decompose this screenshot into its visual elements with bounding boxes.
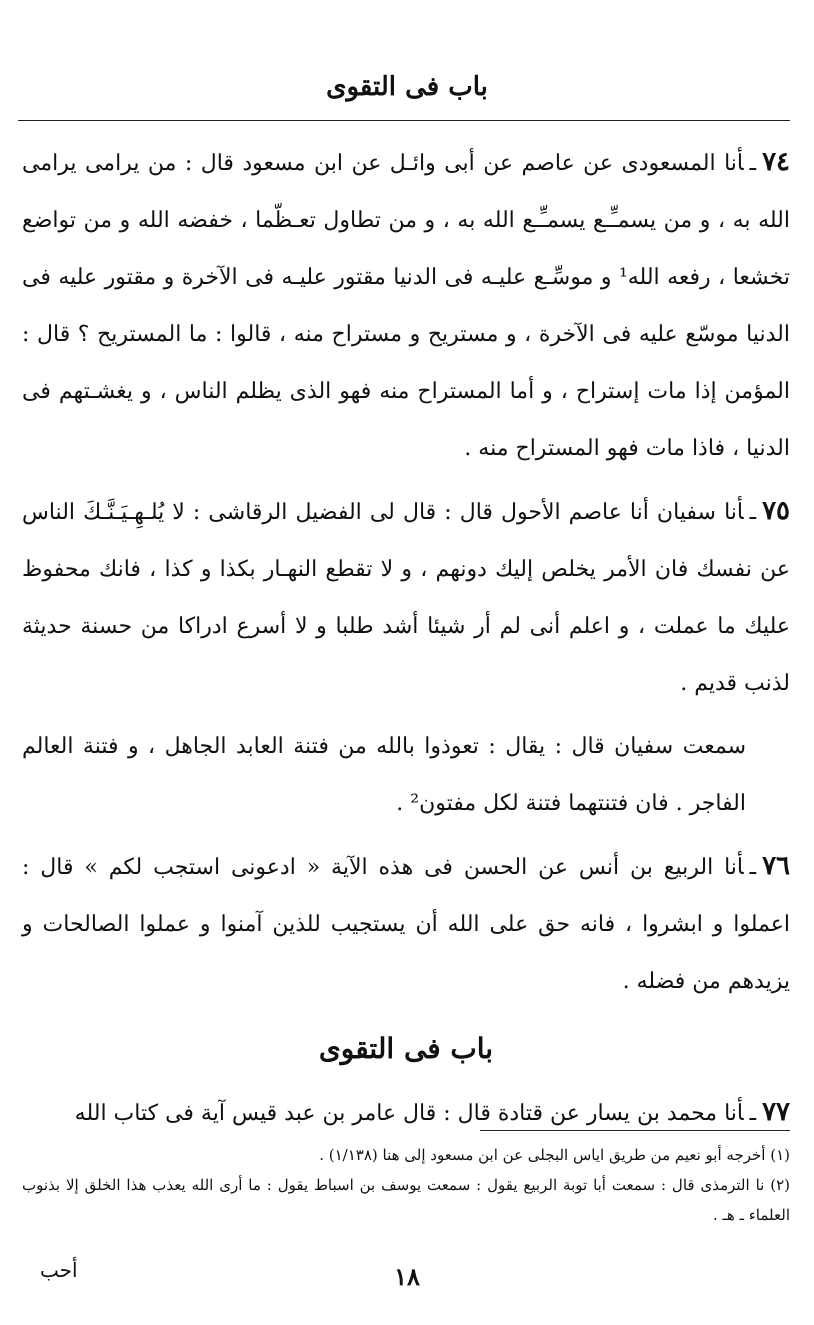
page-number: ١٨: [394, 1262, 420, 1291]
paragraph-75: [22, 483, 790, 712]
footnote-rule: [480, 1130, 790, 1131]
paragraph-74: [22, 134, 790, 477]
header-rule: [18, 120, 790, 121]
hadith-number: ٧٦: [762, 851, 790, 881]
number-dash: ـ: [749, 500, 757, 525]
paragraph-text: أنا سفيان أنا عاصم الأحول قال : قال لى الفضيل الرقاشى : لا يُلـهِـيَـنَّـكَ الناس عن نفسك فان الأمر يخلص إليك دونهم ، و لا تقطع النهـار بكذا و كذا ، فانك محفوظ عليك ما عملت ، و اعلم أنى لم أر شيئا أشد طلبا و لا أسرع ادراكا من حسنة حديثة لذنب قديم .: [22, 500, 790, 696]
paragraph-text: أنا المسعودى عن عاصم عن أبى وائـل عن ابن مسعود قال : من يرامى يرامى الله به ، و من يسمـِّـع يسمـِّـع الله به ، و من تطاول تعـظّما ، خفضه الله و من تواضع تخشعا ، رفعه الله¹ و موسِّـع عليـه فى الدنيا مقتور عليـه فى الآخرة و مقتور عليه فى الدنيا موسّع عليه فى الآخرة ، و مستريح و مستراح منه ، قالوا : ما المستريح ؟ قال : المؤمن إذا مات إستراح ، و أما المستراح منه فهو الذى يظلم الناس ، و يغشـتهم فى الدنيا ، فاذا مات فهو المستراح منه .: [22, 151, 790, 461]
paragraph-77: [22, 1084, 790, 1142]
footnote-2: (٢) نا الترمذى قال : سمعت أبا توبة الربيع يقول : سمعت يوسف بن اسباط يقول : ما أرى الله يعذب هذا الخلق إلا بذنوب العلماء ـ هـ .: [22, 1176, 790, 1224]
paragraph-text: أنا محمد بن يسار عن قتادة قال : قال عامر بن عبد قيس آية فى كتاب الله: [74, 1101, 744, 1126]
hadith-number: ٧٥: [762, 496, 790, 526]
paragraph-76: [22, 838, 790, 1010]
body-text: [22, 134, 790, 1142]
running-title: باب فى التقوى: [326, 72, 488, 102]
number-dash: ـ: [749, 151, 757, 176]
paragraph-text: أنا الربيع بن أنس عن الحسن فى هذه الآية « ادعونى استجب لكم » قال : اعملوا و ابشروا ، فانه حق على الله أن يستجيب للذين آمنوا و عملوا الصالحات و يزيدهم من فضله .: [22, 855, 790, 994]
number-dash: ـ: [749, 1101, 757, 1126]
hadith-number: ٧٧: [762, 1097, 790, 1127]
footnotes: [22, 1140, 790, 1230]
hadith-number: ٧٤: [762, 147, 790, 177]
footnote-1: (١) أخرجه أبو نعيم من طريق اياس البجلى عن ابن مسعود إلى هنا (١/١٣٨) .: [319, 1146, 790, 1164]
number-dash: ـ: [749, 855, 757, 880]
signature-mark: أحب: [40, 1258, 78, 1282]
paragraph-text: سمعت سفيان قال : يقال : تعوذوا بالله من فتنة العابد الجاهل ، و فتنة العالم الفاجر . فان فتنتهما فتنة لكل مفتون² .: [22, 734, 746, 816]
section-title: باب فى التقوى: [318, 1032, 494, 1065]
paragraph-sufyan-saying: [22, 718, 790, 832]
